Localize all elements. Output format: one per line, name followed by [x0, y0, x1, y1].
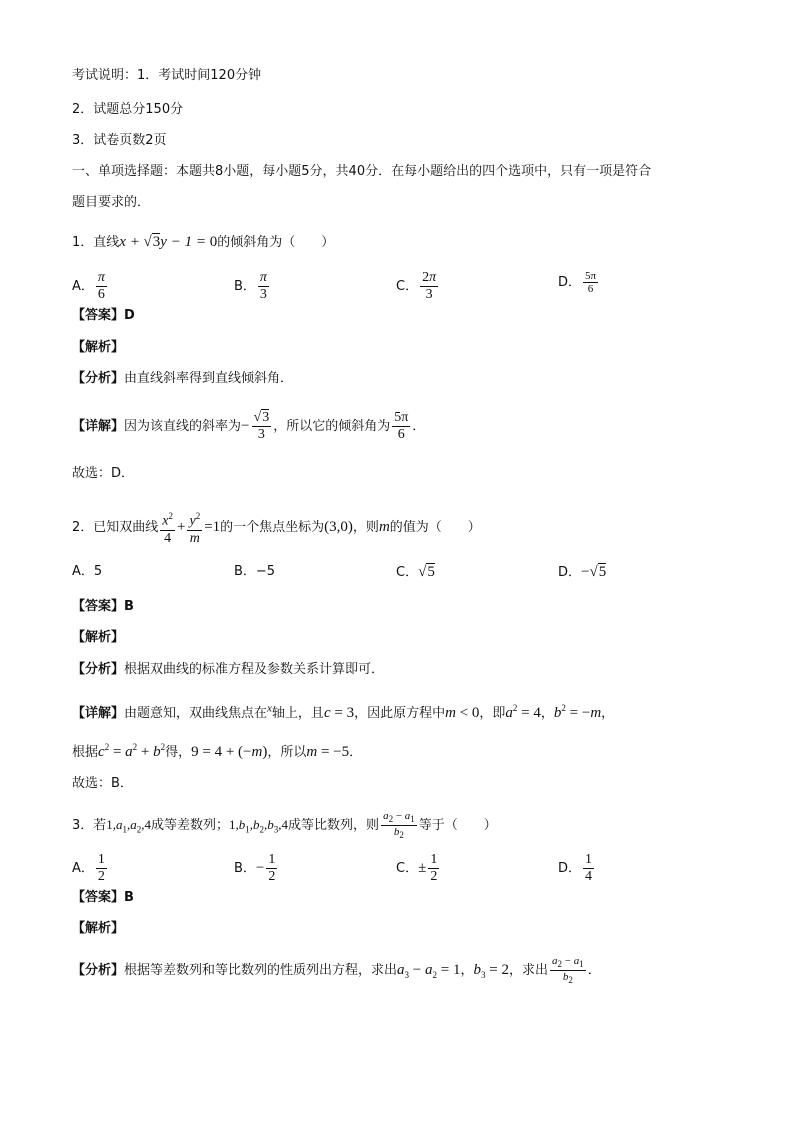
q3-answer: 【答案】B — [72, 890, 134, 905]
exam-note-time: 考试说明：1．考试时间120分钟 — [72, 68, 262, 83]
q2-option-a: A．5 — [72, 564, 103, 579]
q3-option-b: B．− $\frac{1}{2}$ — [234, 852, 276, 884]
q2-option-b: B．−5 — [234, 564, 276, 579]
exam-note-score: 2．试题总分150分 — [72, 102, 184, 117]
q2-choice: 故选：B． — [72, 776, 133, 791]
q1-choice: 故选：D． — [72, 466, 135, 481]
q2-option-d: D．−√5 — [558, 564, 607, 580]
q3-option-a: A． $\frac{1}{2}$ — [72, 852, 105, 884]
q1-option-a: A． $\frac{\pi}{6}$ — [72, 270, 105, 302]
q2-option-c: C．√5 — [396, 564, 435, 580]
question-2: 2．已知双曲线 $\frac{x^2}{4}$ + $\frac{y^2}{m}$ =1的一个焦点坐标为(3,0)，则m的值为（ ） — [72, 508, 481, 547]
q2-detail-2: 根据$c^2 = a^2 + b^2$得，9 = 4 + (−m)，所以m = −5． — [72, 742, 363, 760]
question-1: 1．直线x + √3y − 1 = 0的倾斜角为（ ） — [72, 234, 335, 250]
q1-option-d: D． $\frac{5\pi}{6}$ — [558, 270, 597, 295]
q3-option-c: C．± $\frac{1}{2}$ — [396, 852, 438, 884]
q2-analysis-heading: 【解析】 — [72, 630, 125, 645]
q2-answer: 【答案】B — [72, 599, 134, 614]
question-3: 3．若$1,a_1,a_2,4$成等差数列；$1,b_1,b_2,b_3,4$成等比数列，则 $\frac{a_2 - a_1}{b_2}$ 等于（ ） — [72, 810, 497, 841]
exam-note-pages: 3．试卷页数2页 — [72, 133, 167, 148]
q2-detail-1: 【详解】由题意知，双曲线焦点在$^x$轴上，且c = 3，因此原方程中m < 0，即$a^2 = 4$，$b^2 = -m$， — [72, 702, 615, 721]
section-heading-cont: 题目要求的． — [72, 195, 151, 210]
q1-answer: 【答案】D — [72, 308, 135, 323]
q1-analysis-heading: 【解析】 — [72, 340, 125, 355]
q3-analysis-heading: 【解析】 — [72, 921, 125, 936]
q3-fenxi: 【分析】根据等差数列和等比数列的性质列出方程，求出$a_3 - a_2 = 1$，$b_3 = 2$，求出 $\frac{a_2 - a_1}{b_2}$ ． — [72, 955, 601, 986]
q2-fenxi: 【分析】根据双曲线的标准方程及参数关系计算即可． — [72, 662, 385, 677]
q1-fenxi: 【分析】由直线斜率得到直线倾斜角． — [72, 371, 294, 386]
q1-option-c: C． $\frac{2\pi}{3}$ — [396, 270, 437, 302]
q1-detail: 【详解】因为该直线的斜率为− $\frac{√3}{3}$ ，所以它的倾斜角为 $\frac{5\pi}{6}$ ． — [72, 410, 426, 442]
section-heading: 一、单项选择题：本题共8小题，每小题5分，共40分．在每小题给出的四个选项中，只有一项是符合 — [72, 164, 652, 179]
q3-option-d: D． $\frac{1}{4}$ — [558, 852, 593, 884]
q1-option-b: B． $\frac{\pi}{3}$ — [234, 270, 267, 302]
